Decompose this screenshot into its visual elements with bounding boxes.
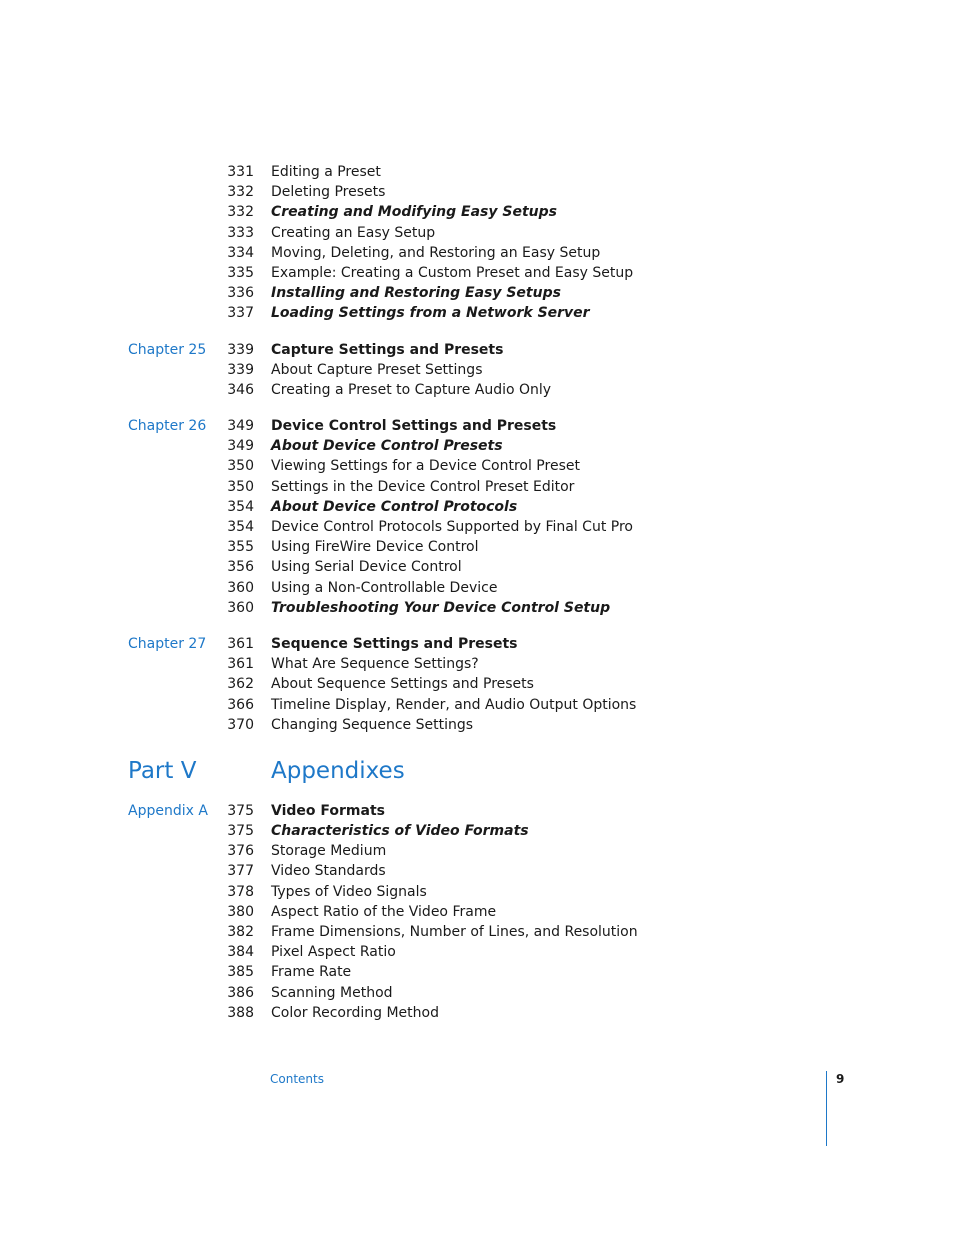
toc-page-number: 376 [227, 843, 254, 860]
toc-entry-title: Scanning Method [271, 984, 393, 1001]
toc-entry[interactable] [0, 902, 954, 922]
toc-entry[interactable] [0, 456, 954, 476]
toc-page-number: 375 [227, 802, 254, 819]
toc-entry-title: Using a Non-Controllable Device [271, 579, 498, 596]
footer-section-label: Contents [270, 1072, 324, 1086]
toc-page-number: 339 [227, 361, 254, 378]
toc-entry[interactable] [0, 380, 954, 400]
toc-entry[interactable] [0, 360, 954, 380]
toc-entry[interactable] [0, 882, 954, 902]
toc-entry-title: Using FireWire Device Control [271, 539, 479, 556]
toc-entry[interactable] [0, 634, 954, 654]
toc-entry[interactable] [0, 578, 954, 598]
toc-appendices [0, 801, 954, 1023]
toc-entry[interactable] [0, 821, 954, 841]
toc-page-number: 350 [227, 458, 254, 475]
toc-page-number: 385 [227, 964, 254, 981]
toc-entry-title: Settings in the Device Control Preset Editor [271, 478, 575, 495]
toc-block [0, 340, 954, 401]
toc-entry-title: About Sequence Settings and Presets [271, 676, 534, 693]
chapter-label[interactable]: Chapter 25 [128, 341, 207, 358]
toc-entry[interactable] [0, 962, 954, 982]
toc-page-number: 377 [227, 863, 254, 880]
toc-page-number: 354 [227, 519, 254, 535]
toc-page-number: 336 [227, 285, 254, 302]
toc-entry[interactable] [0, 477, 954, 497]
toc-page-number: 349 [227, 438, 254, 455]
toc-entry-title: Storage Medium [271, 843, 387, 860]
toc-entry-title: Pixel Aspect Ratio [271, 944, 396, 961]
toc-entry[interactable] [0, 162, 954, 182]
toc-entry-title: Types of Video Signals [271, 883, 427, 900]
toc-entry-title: Moving, Deleting, and Restoring an Easy Setup [271, 244, 601, 261]
toc-page-number: 375 [227, 823, 254, 840]
toc-page-number: 334 [227, 244, 254, 261]
toc-entry[interactable] [0, 557, 954, 577]
toc-entry[interactable] [0, 654, 954, 674]
toc-entry-title: About Capture Preset Settings [271, 361, 483, 378]
toc-page-number: 335 [227, 264, 254, 281]
part-heading [0, 751, 954, 791]
table-of-contents [0, 162, 954, 1039]
toc-page-number: 388 [227, 1004, 254, 1021]
toc-entry[interactable] [0, 537, 954, 557]
toc-entry-title: Creating and Modifying Easy Setups [271, 204, 557, 221]
toc-entry-title: Device Control Settings and Presets [271, 418, 557, 435]
toc-entry-title: Deleting Presets [271, 184, 386, 201]
toc-entry-title: Loading Settings from a Network Server [271, 305, 590, 322]
toc-entry[interactable] [0, 801, 954, 821]
toc-page-number: 360 [227, 579, 254, 596]
toc-page-number: 366 [227, 696, 254, 713]
toc-entry[interactable] [0, 202, 954, 222]
toc-entry[interactable] [0, 243, 954, 263]
toc-page-number: 382 [227, 924, 254, 940]
toc-entry[interactable] [0, 715, 954, 735]
toc-page-number: 380 [227, 903, 254, 920]
toc-entry-title: Video Standards [271, 863, 386, 880]
toc-entry[interactable] [0, 674, 954, 694]
part-label: Part V [128, 757, 197, 784]
toc-page-number: 332 [227, 204, 254, 221]
toc-page-number: 386 [227, 984, 254, 1001]
toc-entry-title: Capture Settings and Presets [271, 341, 504, 358]
toc-entry[interactable] [0, 983, 954, 1003]
toc-entry-title: Aspect Ratio of the Video Frame [271, 903, 497, 920]
page-number: 9 [836, 1072, 845, 1086]
toc-entry[interactable] [0, 497, 954, 517]
toc-page-number: 378 [227, 883, 254, 900]
toc-entry-title: Troubleshooting Your Device Control Setup [271, 599, 611, 616]
toc-entry[interactable] [0, 340, 954, 360]
toc-entry-title: Editing a Preset [271, 164, 381, 180]
footer-divider [826, 1071, 827, 1146]
toc-entry-title: Example: Creating a Custom Preset and Easy Setup [271, 264, 634, 281]
toc-entry[interactable] [0, 517, 954, 537]
toc-entry[interactable] [0, 416, 954, 436]
toc-entry-title: Installing and Restoring Easy Setups [271, 285, 561, 302]
toc-page-number: 356 [227, 559, 254, 576]
toc-chapters [0, 162, 954, 735]
toc-entry-title: About Device Control Protocols [271, 498, 518, 515]
toc-entry[interactable] [0, 263, 954, 283]
toc-entry[interactable] [0, 922, 954, 942]
toc-entry[interactable] [0, 182, 954, 202]
toc-entry-title: Timeline Display, Render, and Audio Output Options [271, 696, 637, 713]
part-title: Appendixes [271, 757, 405, 784]
toc-page-number: 339 [227, 341, 254, 358]
toc-entry-title: Viewing Settings for a Device Control Preset [271, 458, 580, 475]
toc-page-number: 337 [227, 305, 254, 322]
toc-entry-title: Frame Rate [271, 964, 352, 981]
toc-page-number: 354 [227, 498, 254, 515]
toc-block [0, 162, 954, 324]
toc-entry-title: Using Serial Device Control [271, 559, 462, 576]
toc-entry-title: Frame Dimensions, Number of Lines, and Resolution [271, 924, 638, 940]
toc-entry[interactable] [0, 695, 954, 715]
toc-entry[interactable] [0, 1003, 954, 1023]
toc-entry[interactable] [0, 283, 954, 303]
toc-page-number: 361 [227, 635, 254, 652]
toc-page-number: 361 [227, 656, 254, 673]
toc-page-number: 331 [227, 164, 254, 180]
toc-page-number: 370 [227, 716, 254, 733]
toc-page-number: 349 [227, 418, 254, 435]
toc-entry-title: Changing Sequence Settings [271, 716, 474, 733]
toc-entry[interactable] [0, 942, 954, 962]
toc-entry-title: About Device Control Presets [271, 438, 503, 455]
toc-entry-title: Creating an Easy Setup [271, 224, 436, 241]
toc-page-number: 384 [227, 944, 254, 961]
toc-block [0, 416, 954, 618]
toc-entry[interactable] [0, 436, 954, 456]
chapter-label[interactable]: Chapter 26 [128, 418, 207, 435]
chapter-label[interactable]: Appendix A [128, 802, 208, 819]
toc-entry-title: What Are Sequence Settings? [271, 656, 479, 673]
toc-page-number: 333 [227, 224, 254, 241]
toc-entry-title: Characteristics of Video Formats [271, 823, 529, 840]
toc-page-number: 360 [227, 599, 254, 616]
toc-page-number: 332 [227, 184, 254, 201]
toc-page-number: 350 [227, 478, 254, 495]
toc-block [0, 634, 954, 735]
toc-entry-title: Video Formats [271, 802, 385, 819]
toc-entry[interactable] [0, 598, 954, 618]
toc-page-number: 346 [227, 381, 254, 398]
toc-entry-title: Color Recording Method [271, 1004, 439, 1021]
toc-entry[interactable] [0, 303, 954, 323]
toc-entry[interactable] [0, 223, 954, 243]
chapter-label[interactable]: Chapter 27 [128, 635, 207, 652]
toc-entry-title: Creating a Preset to Capture Audio Only [271, 381, 552, 398]
toc-entry-title: Device Control Protocols Supported by Final Cut Pro [271, 519, 633, 535]
toc-page-number: 362 [227, 676, 254, 693]
toc-entry-title: Sequence Settings and Presets [271, 635, 518, 652]
toc-page-number: 355 [227, 539, 254, 556]
toc-entry[interactable] [0, 841, 954, 861]
toc-entry[interactable] [0, 861, 954, 881]
toc-block [0, 801, 954, 1023]
